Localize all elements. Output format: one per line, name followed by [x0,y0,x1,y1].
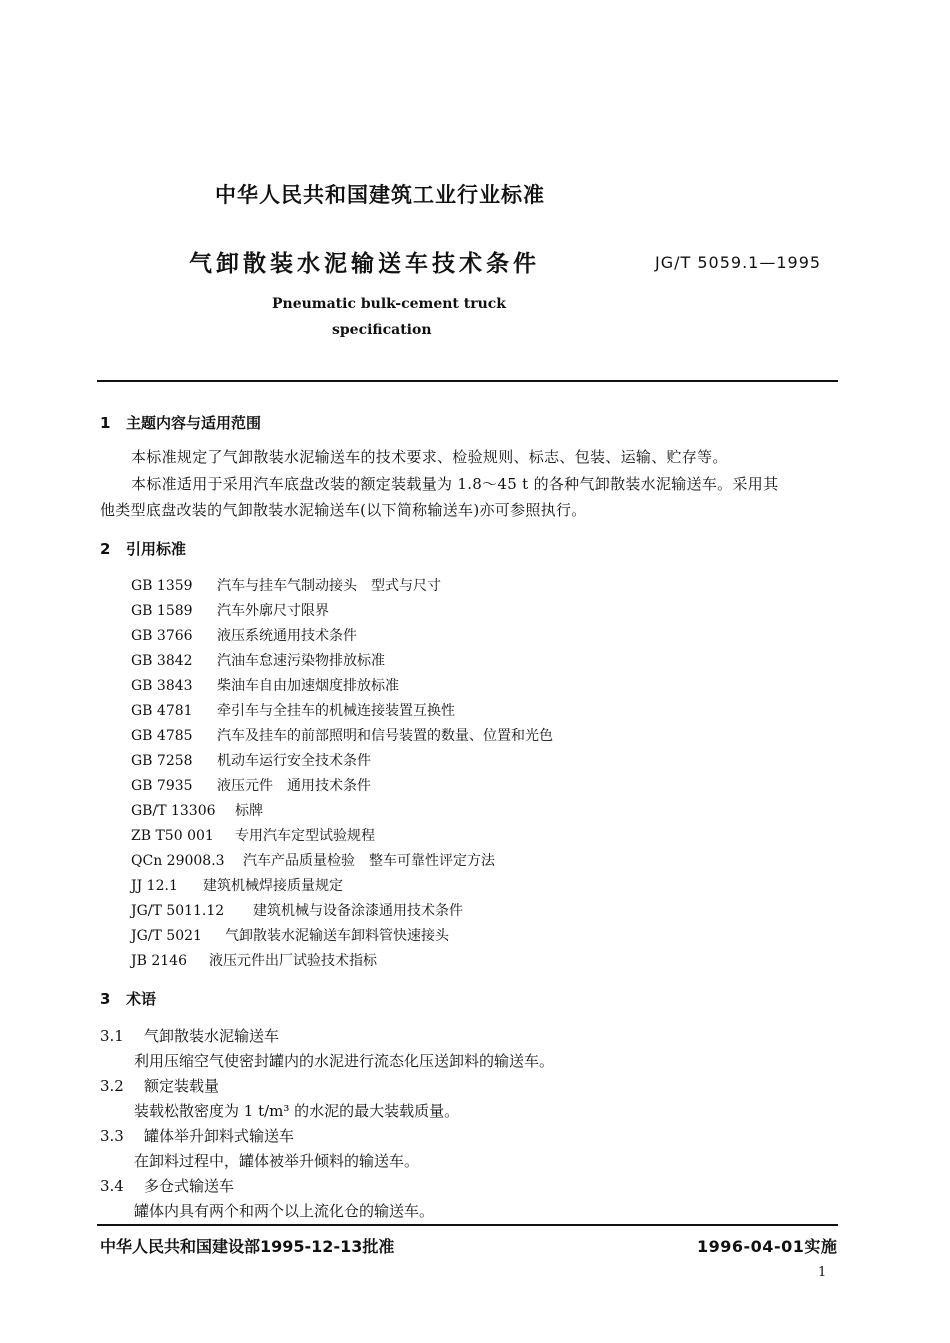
reference-standard-item [131,750,371,770]
english-title-line2: specification [332,322,432,338]
reference-title: 机动车运行安全技术条件 [217,753,371,769]
effective-date: 1996-04-01实施 [697,1237,838,1256]
term-definition: 利用压缩空气使密封罐内的水泥进行流态化压送卸料的输送车。 [134,1052,555,1070]
section-number: 1 [100,414,111,432]
reference-standard-item [131,700,455,720]
term-definition: 在卸料过程中，罐体被举升倾料的输送车。 [134,1152,420,1170]
approval-line: 中华人民共和国建设部1995-12-13批准 [100,1237,395,1256]
reference-title: 汽车产品质量检验 整车可靠性评定方法 [243,853,495,869]
reference-title: 汽车与挂车气制动接头 型式与尺寸 [217,578,441,594]
term-name: 额定装载量 [144,1077,220,1095]
reference-title: 液压系统通用技术条件 [217,628,357,644]
section-number: 2 [100,540,111,558]
reference-title: 标牌 [235,803,263,819]
section-1-heading [100,412,261,433]
reference-code: JG/T 5021 [131,928,202,944]
reference-standard-item [131,625,357,645]
section-title: 引用标准 [126,540,187,558]
reference-standard-item [131,900,463,920]
term-name: 多仓式输送车 [144,1177,235,1195]
reference-code: GB 4785 [131,728,193,744]
industry-standard-title: 中华人民共和国建筑工业行业标准 [215,183,545,207]
reference-code: GB 3766 [131,628,193,644]
reference-code: ZB T50 001 [131,828,214,844]
reference-standard-item [131,600,329,620]
reference-title: 汽车及挂车的前部照明和信号装置的数量、位置和光色 [217,728,553,744]
reference-standard-item [131,950,377,970]
reference-title: 液压元件 通用技术条件 [217,778,371,794]
reference-standard-item [131,825,375,845]
page-number: 1 [818,1265,827,1280]
reference-standard-item [131,675,399,695]
section-number: 3 [100,990,111,1008]
section-1-paragraph-1: 本标准规定了气卸散装水泥输送车的技术要求、检验规则、标志、包装、运输、贮存等。 [131,448,728,466]
reference-code: GB 3843 [131,678,193,694]
term-heading [100,1025,279,1046]
section-2-heading [100,538,186,559]
reference-code: JJ 12.1 [131,878,178,894]
term-heading [100,1175,234,1196]
reference-standard-item [131,575,441,595]
reference-code: JG/T 5011.12 [131,903,225,919]
section-1-paragraph-2-line-2: 他类型底盘改装的气卸散装水泥输送车(以下简称输送车)亦可参照执行。 [100,501,587,519]
term-name: 气卸散装水泥输送车 [144,1027,280,1045]
reference-code: GB 1589 [131,603,193,619]
reference-standard-item [131,925,449,945]
reference-title: 建筑机械焊接质量规定 [203,878,343,894]
reference-title: 气卸散装水泥输送车卸料管快速接头 [225,928,449,944]
section-title: 主题内容与适用范围 [126,414,262,432]
reference-standard-item [131,800,263,820]
reference-code: GB/T 13306 [131,803,216,819]
reference-title: 液压元件出厂试验技术指标 [209,953,377,969]
reference-standard-item [131,875,343,895]
standard-number: JG/T 5059.1—1995 [655,253,822,272]
reference-standard-item [131,650,385,670]
reference-title: 专用汽车定型试验规程 [235,828,375,844]
term-heading [100,1125,294,1146]
footer-divider [97,1224,838,1226]
term-number: 3.4 [100,1177,124,1195]
reference-standard-item [131,850,495,870]
reference-title: 柴油车自由加速烟度排放标准 [217,678,399,694]
reference-code: GB 1359 [131,578,193,594]
reference-code: JB 2146 [131,953,187,969]
reference-title: 牵引车与全挂车的机械连接装置互换性 [217,703,455,719]
term-name: 罐体举升卸料式输送车 [144,1127,295,1145]
reference-code: GB 3842 [131,653,193,669]
header-divider [97,380,838,382]
reference-code: GB 7935 [131,778,193,794]
document-title: 气卸散装水泥输送车技术条件 [189,251,540,277]
reference-title: 建筑机械与设备涂漆通用技术条件 [253,903,463,919]
reference-code: QCn 29008.3 [131,853,225,869]
section-3-heading [100,988,156,1009]
reference-code: GB 7258 [131,753,193,769]
section-title: 术语 [126,990,157,1008]
term-definition: 装载松散密度为 1 t/m³ 的水泥的最大装载质量。 [134,1102,460,1120]
term-definition: 罐体内具有两个和两个以上流化仓的输送车。 [134,1202,435,1220]
reference-standard-item [131,775,371,795]
reference-title: 汽车外廓尺寸限界 [217,603,329,619]
term-number: 3.2 [100,1077,124,1095]
english-title-line1: Pneumatic bulk-cement truck [272,296,507,312]
reference-title: 汽油车怠速污染物排放标准 [217,653,385,669]
reference-standard-item [131,725,553,745]
reference-code: GB 4781 [131,703,193,719]
term-number: 3.3 [100,1127,124,1145]
term-heading [100,1075,219,1096]
section-1-paragraph-2-line-1: 本标准适用于采用汽车底盘改装的额定装载量为 1.8～45 t 的各种气卸散装水泥输送车。采用其 [131,475,779,493]
term-number: 3.1 [100,1027,124,1045]
